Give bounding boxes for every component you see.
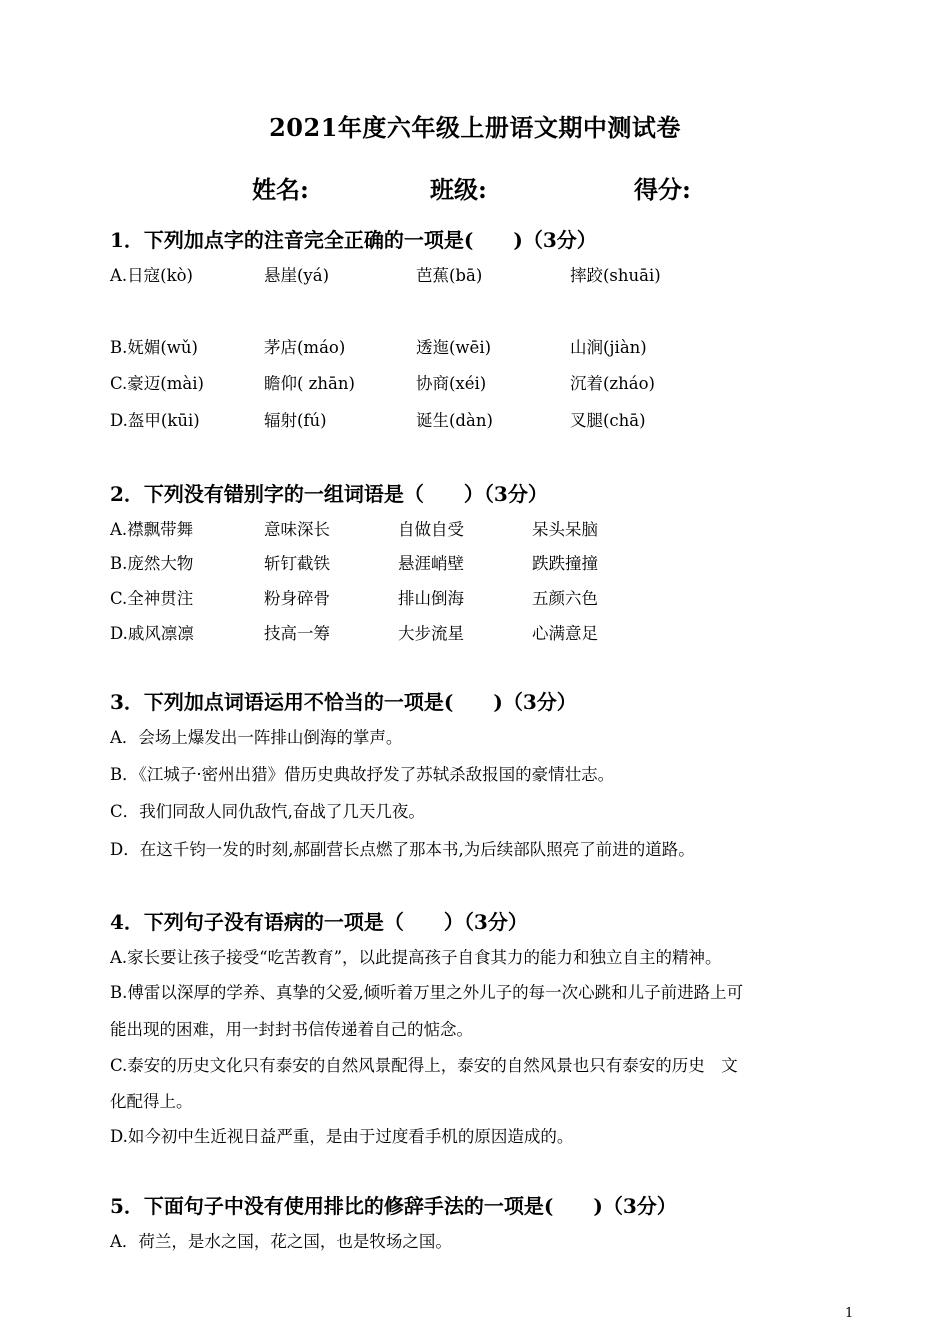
- q4-option-a: A.家长要让孩子接受“吃苦教育”，以此提高孩子自食其力的能力和独立自主的精神。: [110, 948, 722, 967]
- question-5-stem: 5．下面句子中没有使用排比的修辞手法的一项是( )（3分）: [110, 1194, 677, 1218]
- q1-option-b-2: 茅店(máo): [264, 338, 346, 357]
- question-1-stem: 1．下列加点字的注音完全正确的一项是( )（3分）: [110, 228, 597, 252]
- page-title: 2021年度六年级上册语文期中测试卷: [269, 113, 681, 142]
- q2-option-a-2: 意味深长: [264, 520, 330, 539]
- q2-option-a-1: A.襟飘带舞: [110, 520, 194, 539]
- question-2-stem: 2．下列没有错别字的一组词语是（ ）（3分）: [110, 482, 548, 506]
- q2-option-a-3: 自做自受: [398, 520, 464, 539]
- q2-option-d-1: D.戚风凛凛: [110, 624, 194, 643]
- q4-option-d: D.如今初中生近视日益严重，是由于过度看手机的原因造成的。: [110, 1127, 574, 1146]
- q2-option-b-3: 悬涯峭壁: [398, 554, 464, 573]
- q3-option-b: B．《江城子·密州出猎》借历史典故抒发了苏轼杀敌报国的豪情壮志。: [110, 765, 615, 784]
- q2-option-b-2: 斩钉截铁: [264, 554, 330, 573]
- q2-option-d-3: 大步流星: [398, 624, 464, 643]
- class-label: 班级:: [430, 175, 487, 204]
- name-label: 姓名:: [252, 175, 309, 204]
- q1-option-c-3: 协商(xéi): [416, 374, 487, 393]
- q4-option-b-line2: 能出现的困难，用一封封书信传递着自己的惦念。: [110, 1020, 473, 1039]
- q1-option-b-4: 山涧(jiàn): [570, 338, 647, 357]
- question-3-stem: 3．下列加点词语运用不恰当的一项是( )（3分）: [110, 690, 577, 714]
- q2-option-b-4: 跌跌撞撞: [532, 554, 598, 573]
- q3-option-c: C．我们同敌人同仇敌忾,奋战了几天几夜。: [110, 802, 425, 821]
- q2-option-c-4: 五颜六色: [532, 589, 598, 608]
- question-4-stem: 4．下列句子没有语病的一项是（ ）（3分）: [110, 910, 528, 934]
- q1-option-d-4: 叉腿(chā): [570, 411, 646, 430]
- q1-option-d-1: D.盔甲(kūi): [110, 411, 200, 430]
- q4-option-b-line1: B.傅雷以深厚的学养、真挚的父爱,倾听着万里之外儿子的每一次心跳和儿子前进路上可: [110, 983, 744, 1002]
- q2-option-c-1: C.全神贯注: [110, 589, 194, 608]
- q2-option-c-3: 排山倒海: [398, 589, 464, 608]
- q1-option-d-2: 辐射(fú): [264, 411, 327, 430]
- q1-option-d-3: 诞生(dàn): [416, 411, 493, 430]
- q1-option-c-1: C.豪迈(mài): [110, 374, 204, 393]
- q3-option-a: A．会场上爆发出一阵排山倒海的掌声。: [110, 728, 403, 747]
- q4-option-c-line1: C.泰安的历史文化只有泰安的自然风景配得上，泰安的自然风景也只有泰安的历史 文: [110, 1056, 738, 1075]
- q2-option-a-4: 呆头呆脑: [532, 520, 598, 539]
- q5-option-a: A．荷兰，是水之国，花之国，也是牧场之国。: [110, 1232, 452, 1251]
- score-label: 得分:: [634, 175, 691, 204]
- q1-option-a-4: 摔跤(shuāi): [570, 266, 661, 285]
- q1-option-c-2: 瞻仰( zhān): [264, 374, 355, 393]
- page-number: 1: [845, 1306, 854, 1321]
- q1-option-b-3: 透迤(wēi): [416, 338, 492, 357]
- q4-option-c-line2: 化配得上。: [110, 1092, 193, 1111]
- q2-option-d-2: 技高一筹: [264, 624, 330, 643]
- q1-option-c-4: 沉着(zháo): [570, 374, 655, 393]
- q1-option-a-2: 悬崖(yá): [264, 266, 330, 285]
- q2-option-b-1: B.庞然大物: [110, 554, 194, 573]
- q1-option-b-1: B.妩媚(wǔ): [110, 338, 198, 357]
- q1-option-a-3: 芭蕉(bā): [416, 266, 483, 285]
- q1-option-a-1: A.日寇(kò): [110, 266, 193, 285]
- q2-option-c-2: 粉身碎骨: [264, 589, 330, 608]
- q3-option-d: D．在这千钧一发的时刻,郝副营长点燃了那本书,为后续部队照亮了前进的道路。: [110, 840, 695, 859]
- q2-option-d-4: 心满意足: [532, 624, 598, 643]
